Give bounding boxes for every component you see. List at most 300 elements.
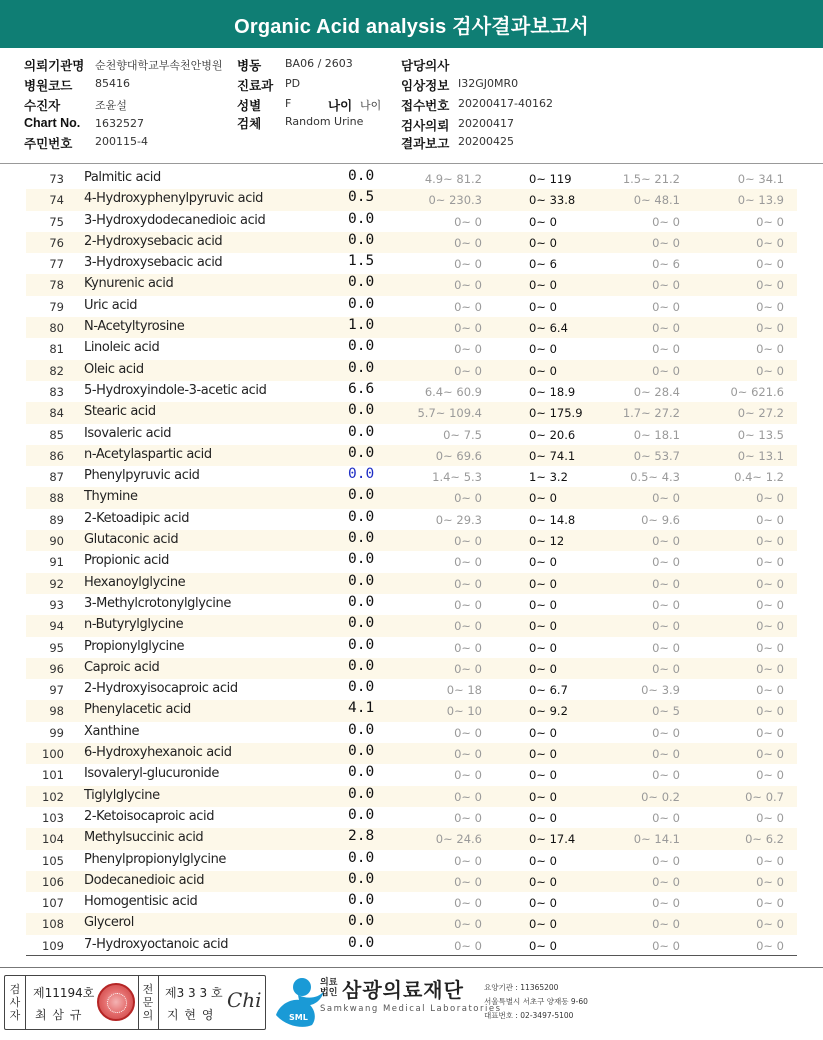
table-row bbox=[26, 935, 797, 956]
reference-range-4: 0~ 0 bbox=[756, 640, 784, 655]
reference-range-3: 0~ 0 bbox=[652, 342, 680, 357]
reference-range-2: 0~ 0 bbox=[529, 810, 557, 825]
result-value: 0.0 bbox=[348, 274, 375, 291]
reference-range-3: 0~ 48.1 bbox=[633, 193, 680, 208]
result-value: 0.0 bbox=[348, 444, 375, 461]
row-number: 90 bbox=[49, 534, 64, 549]
reference-range-4: 0~ 0 bbox=[756, 725, 784, 740]
analyte-name: 2-Hydroxysebacic acid bbox=[84, 233, 223, 249]
lab-english-name: Samkwang Medical Laboratories bbox=[320, 1004, 502, 1014]
examiner-vertical-label: 검사자 bbox=[9, 983, 21, 1022]
sex-value: F bbox=[285, 97, 292, 110]
result-value: 0.0 bbox=[348, 572, 375, 589]
reference-range-2: 0~ 0 bbox=[529, 661, 557, 676]
age-label: 나이 bbox=[328, 99, 353, 113]
result-value: 0.0 bbox=[348, 849, 375, 866]
table-row bbox=[26, 211, 797, 232]
examiner-name: 최 삼 규 bbox=[35, 1008, 83, 1022]
table-row bbox=[26, 253, 797, 274]
table-row bbox=[26, 743, 797, 764]
analyte-name: Linoleic acid bbox=[84, 340, 160, 356]
request-value: 20200417 bbox=[458, 117, 514, 130]
reference-range-2: 0~ 0 bbox=[529, 363, 557, 378]
reference-range-3: 0~ 5 bbox=[652, 704, 680, 719]
analyte-name: Thymine bbox=[84, 489, 138, 505]
result-value: 0.0 bbox=[348, 487, 375, 504]
result-value: 0.0 bbox=[348, 892, 375, 909]
reference-range-1: 0~ 0 bbox=[454, 853, 482, 868]
reference-range-2: 0~ 6 bbox=[529, 257, 557, 272]
patient-label: 수진자 bbox=[24, 99, 61, 113]
row-number: 89 bbox=[49, 512, 64, 527]
result-value: 6.6 bbox=[348, 380, 375, 397]
reference-range-2: 0~ 18.9 bbox=[529, 384, 576, 399]
reference-range-3: 0~ 0 bbox=[652, 747, 680, 762]
ward-value: BA06 / 2603 bbox=[285, 57, 353, 70]
result-value: 0.0 bbox=[348, 743, 375, 760]
reference-range-2: 0~ 6.4 bbox=[529, 321, 568, 336]
reference-range-1: 0~ 10 bbox=[446, 704, 482, 719]
table-row bbox=[26, 338, 797, 359]
reference-range-1: 0~ 0 bbox=[454, 597, 482, 612]
result-value: 0.5 bbox=[348, 189, 375, 206]
reference-range-3: 0~ 18.1 bbox=[633, 427, 680, 442]
row-number: 101 bbox=[42, 768, 64, 783]
request-label: 검사의뢰 bbox=[401, 119, 450, 133]
result-value: 0.0 bbox=[348, 806, 375, 823]
result-value: 0.0 bbox=[348, 913, 375, 930]
result-value: 4.1 bbox=[348, 700, 375, 717]
reference-range-1: 0~ 0 bbox=[454, 534, 482, 549]
analyte-name: 6-Hydroxyhexanoic acid bbox=[84, 745, 232, 761]
reference-range-2: 0~ 0 bbox=[529, 299, 557, 314]
reference-range-2: 0~ 0 bbox=[529, 789, 557, 804]
row-number: 77 bbox=[49, 257, 64, 272]
reference-range-2: 1~ 3.2 bbox=[529, 470, 568, 485]
reference-range-4: 0~ 0 bbox=[756, 299, 784, 314]
reference-range-3: 0~ 28.4 bbox=[633, 384, 680, 399]
reference-range-1: 5.7~ 109.4 bbox=[417, 406, 482, 421]
signature-box bbox=[4, 975, 266, 1030]
table-row bbox=[26, 317, 797, 338]
reference-range-4: 0~ 0 bbox=[756, 321, 784, 336]
analyte-name: Glycerol bbox=[84, 915, 134, 931]
result-value: 0.0 bbox=[348, 168, 375, 184]
reference-range-4: 0~ 0.7 bbox=[745, 789, 784, 804]
row-number: 86 bbox=[49, 448, 64, 463]
reference-range-2: 0~ 0 bbox=[529, 342, 557, 357]
result-value: 1.5 bbox=[348, 253, 375, 270]
reference-range-1: 0~ 0 bbox=[454, 725, 482, 740]
analyte-name: 3-Hydroxydodecanedioic acid bbox=[84, 212, 266, 228]
row-number: 95 bbox=[49, 640, 64, 655]
reference-range-3: 0~ 0 bbox=[652, 810, 680, 825]
table-row bbox=[26, 786, 797, 807]
result-value: 0.0 bbox=[348, 359, 375, 376]
table-row bbox=[26, 573, 797, 594]
reference-range-2: 0~ 0 bbox=[529, 619, 557, 634]
reference-range-1: 0~ 0 bbox=[454, 235, 482, 250]
reference-range-2: 0~ 0 bbox=[529, 896, 557, 911]
result-value: 0.0 bbox=[348, 295, 375, 312]
row-number: 75 bbox=[49, 214, 64, 229]
specialist-signature: Chi bbox=[227, 988, 262, 1012]
reference-range-3: 0~ 0 bbox=[652, 640, 680, 655]
lab-prefix: 의료법인 bbox=[320, 978, 338, 998]
row-number: 92 bbox=[49, 576, 64, 591]
patient-info-panel bbox=[0, 48, 823, 164]
row-number: 74 bbox=[49, 193, 64, 208]
table-row bbox=[26, 530, 797, 551]
reference-range-1: 0~ 18 bbox=[446, 683, 482, 698]
reference-range-1: 1.4~ 5.3 bbox=[432, 470, 482, 485]
table-row bbox=[26, 615, 797, 636]
table-row bbox=[26, 551, 797, 572]
reference-range-4: 0~ 621.6 bbox=[730, 384, 784, 399]
reference-range-3: 0~ 0 bbox=[652, 363, 680, 378]
analyte-name: 2-Hydroxyisocaproic acid bbox=[84, 681, 238, 697]
dept-label: 진료과 bbox=[237, 79, 274, 93]
table-row bbox=[26, 658, 797, 679]
result-value: 0.0 bbox=[348, 593, 375, 610]
reference-range-4: 0~ 0 bbox=[756, 257, 784, 272]
reference-range-1: 0~ 230.3 bbox=[428, 193, 482, 208]
reference-range-4: 0~ 0 bbox=[756, 491, 784, 506]
reference-range-1: 0~ 0 bbox=[454, 299, 482, 314]
reference-range-3: 0~ 3.9 bbox=[641, 683, 680, 698]
result-value: 1.0 bbox=[348, 317, 375, 334]
reference-range-4: 0~ 0 bbox=[756, 896, 784, 911]
row-number: 104 bbox=[42, 832, 64, 847]
reference-range-1: 0~ 0 bbox=[454, 342, 482, 357]
row-number: 80 bbox=[49, 321, 64, 336]
reference-range-3: 0~ 0 bbox=[652, 896, 680, 911]
table-row bbox=[26, 679, 797, 700]
row-number: 82 bbox=[49, 363, 64, 378]
analyte-name: Oleic acid bbox=[84, 361, 144, 377]
reference-range-4: 0~ 0 bbox=[756, 534, 784, 549]
reference-range-2: 0~ 0 bbox=[529, 214, 557, 229]
analyte-name: Methylsuccinic acid bbox=[84, 830, 204, 846]
divider bbox=[138, 976, 139, 1029]
result-value: 0.0 bbox=[348, 210, 375, 227]
row-number: 85 bbox=[49, 427, 64, 442]
reference-range-4: 0~ 0 bbox=[756, 278, 784, 293]
analyte-name: Tiglylglycine bbox=[84, 787, 160, 803]
result-value: 0.0 bbox=[348, 508, 375, 525]
reference-range-2: 0~ 74.1 bbox=[529, 448, 576, 463]
reference-range-1: 0~ 0 bbox=[454, 896, 482, 911]
result-value: 0.0 bbox=[348, 466, 375, 483]
reference-range-1: 0~ 0 bbox=[454, 661, 482, 676]
reference-range-2: 0~ 0 bbox=[529, 491, 557, 506]
table-row bbox=[26, 189, 797, 210]
reference-range-4: 0~ 13.5 bbox=[737, 427, 784, 442]
reference-range-2: 0~ 6.7 bbox=[529, 683, 568, 698]
reference-range-2: 0~ 0 bbox=[529, 555, 557, 570]
reference-range-4: 0~ 0 bbox=[756, 874, 784, 889]
id-number-label: 주민번호 bbox=[24, 137, 73, 151]
reference-range-4: 0~ 0 bbox=[756, 619, 784, 634]
specimen-value: Random Urine bbox=[285, 115, 364, 128]
divider bbox=[158, 976, 159, 1029]
row-number: 107 bbox=[42, 896, 64, 911]
reference-range-2: 0~ 119 bbox=[529, 172, 572, 186]
age-value: 나이 bbox=[360, 99, 382, 112]
divider bbox=[25, 976, 26, 1029]
reference-range-2: 0~ 33.8 bbox=[529, 193, 576, 208]
table-row bbox=[26, 296, 797, 317]
reference-range-4: 0~ 0 bbox=[756, 810, 784, 825]
header-divider bbox=[0, 163, 823, 164]
receipt-label: 접수번호 bbox=[401, 99, 450, 113]
table-row bbox=[26, 913, 797, 934]
table-end-divider bbox=[26, 955, 797, 956]
logo-text: SML bbox=[289, 1013, 308, 1022]
reference-range-2: 0~ 20.6 bbox=[529, 427, 576, 442]
reference-range-1: 0~ 0 bbox=[454, 321, 482, 336]
table-row bbox=[26, 594, 797, 615]
reference-range-1: 0~ 0 bbox=[454, 640, 482, 655]
result-value: 0.0 bbox=[348, 764, 375, 781]
reference-range-4: 0~ 0 bbox=[756, 512, 784, 527]
result-value: 0.0 bbox=[348, 338, 375, 355]
analyte-name: Propionylglycine bbox=[84, 638, 185, 654]
reference-range-3: 0~ 0 bbox=[652, 619, 680, 634]
table-row bbox=[26, 466, 797, 487]
receipt-value: 20200417-40162 bbox=[458, 97, 553, 110]
reference-range-3: 0~ 14.1 bbox=[633, 832, 680, 847]
row-number: 108 bbox=[42, 917, 64, 932]
reference-range-1: 0~ 0 bbox=[454, 810, 482, 825]
reference-range-4: 0~ 0 bbox=[756, 661, 784, 676]
row-number: 97 bbox=[49, 683, 64, 698]
reference-range-1: 0~ 29.3 bbox=[435, 512, 482, 527]
analyte-name: n-Butyrylglycine bbox=[84, 617, 184, 633]
table-row bbox=[26, 828, 797, 849]
reference-range-2: 0~ 12 bbox=[529, 534, 565, 549]
reference-range-3: 0~ 0 bbox=[652, 768, 680, 783]
reference-range-1: 0~ 0 bbox=[454, 576, 482, 591]
row-number: 100 bbox=[42, 747, 64, 762]
result-value: 0.0 bbox=[348, 530, 375, 547]
reference-range-4: 0~ 0 bbox=[756, 363, 784, 378]
reference-range-3: 0~ 0 bbox=[652, 555, 680, 570]
row-number: 109 bbox=[42, 938, 64, 953]
analyte-name: Uric acid bbox=[84, 297, 138, 313]
reference-range-4: 0~ 0 bbox=[756, 597, 784, 612]
reference-range-4: 0~ 27.2 bbox=[737, 406, 784, 421]
report-title: Organic Acid analysis 검사결과보고서 bbox=[0, 0, 823, 48]
lab-name: 삼광의료재단 bbox=[342, 978, 464, 1002]
reference-range-3: 0~ 0.2 bbox=[641, 789, 680, 804]
results-table bbox=[26, 168, 797, 956]
clinical-label: 임상정보 bbox=[401, 79, 450, 93]
row-number: 73 bbox=[49, 172, 64, 186]
result-value: 2.8 bbox=[348, 828, 375, 845]
analyte-name: N-Acetyltyrosine bbox=[84, 319, 185, 335]
row-number: 105 bbox=[42, 853, 64, 868]
row-number: 79 bbox=[49, 299, 64, 314]
ward-label: 병동 bbox=[237, 59, 262, 73]
reference-range-1: 0~ 0 bbox=[454, 214, 482, 229]
reference-range-2: 0~ 0 bbox=[529, 597, 557, 612]
row-number: 106 bbox=[42, 874, 64, 889]
row-number: 91 bbox=[49, 555, 64, 570]
specialist-license: 제3 3 3 호 bbox=[165, 986, 223, 1000]
table-row bbox=[26, 168, 797, 189]
reference-range-4: 0~ 0 bbox=[756, 917, 784, 932]
institution-label: 의뢰기관명 bbox=[24, 59, 85, 73]
reference-range-4: 0~ 0 bbox=[756, 555, 784, 570]
reference-range-3: 0~ 0 bbox=[652, 725, 680, 740]
row-number: 84 bbox=[49, 406, 64, 421]
clinical-value: I32GJ0MR0 bbox=[458, 77, 519, 90]
result-value: 0.0 bbox=[348, 785, 375, 802]
analyte-name: Xanthine bbox=[84, 723, 140, 739]
reference-range-4: 0~ 0 bbox=[756, 938, 784, 953]
table-row bbox=[26, 892, 797, 913]
analyte-name: Hexanoylglycine bbox=[84, 574, 186, 590]
reference-range-1: 0~ 0 bbox=[454, 789, 482, 804]
reference-range-3: 0~ 53.7 bbox=[633, 448, 680, 463]
reference-range-4: 0~ 0 bbox=[756, 235, 784, 250]
reference-range-1: 0~ 69.6 bbox=[435, 448, 482, 463]
reference-range-3: 0~ 6 bbox=[652, 257, 680, 272]
reference-range-4: 0~ 0 bbox=[756, 704, 784, 719]
reference-range-2: 0~ 0 bbox=[529, 917, 557, 932]
result-value: 0.0 bbox=[348, 934, 375, 951]
table-row bbox=[26, 637, 797, 658]
row-number: 99 bbox=[49, 725, 64, 740]
reference-range-2: 0~ 14.8 bbox=[529, 512, 576, 527]
table-row bbox=[26, 487, 797, 508]
reference-range-1: 0~ 0 bbox=[454, 768, 482, 783]
analyte-name: Homogentisic acid bbox=[84, 894, 198, 910]
reference-range-3: 1.7~ 27.2 bbox=[622, 406, 680, 421]
row-number: 98 bbox=[49, 704, 64, 719]
analyte-name: 3-Hydroxysebacic acid bbox=[84, 255, 223, 271]
table-row bbox=[26, 445, 797, 466]
row-number: 88 bbox=[49, 491, 64, 506]
reference-range-4: 0~ 13.1 bbox=[737, 448, 784, 463]
table-row bbox=[26, 360, 797, 381]
chart-no-value: 1632527 bbox=[95, 117, 144, 130]
reference-range-3: 0~ 0 bbox=[652, 576, 680, 591]
specialist-vertical-label: 전문의 bbox=[142, 983, 154, 1022]
table-row bbox=[26, 700, 797, 721]
table-row bbox=[26, 850, 797, 871]
table-row bbox=[26, 402, 797, 423]
reference-range-4: 0.4~ 1.2 bbox=[734, 470, 784, 485]
reference-range-4: 0~ 34.1 bbox=[737, 172, 784, 186]
footer-divider bbox=[0, 967, 823, 968]
reference-range-3: 0~ 0 bbox=[652, 299, 680, 314]
reference-range-4: 0~ 13.9 bbox=[737, 193, 784, 208]
institution-value: 순천향대학교부속천안병원 bbox=[95, 59, 223, 72]
analyte-name: Isovaleric acid bbox=[84, 425, 172, 441]
reference-range-4: 0~ 0 bbox=[756, 214, 784, 229]
reference-range-1: 0~ 0 bbox=[454, 555, 482, 570]
chart-no-label: Chart No. bbox=[24, 116, 81, 130]
reference-range-2: 0~ 17.4 bbox=[529, 832, 576, 847]
reference-range-3: 0~ 0 bbox=[652, 874, 680, 889]
patient-value: 조윤설 bbox=[95, 99, 127, 112]
result-value: 0.0 bbox=[348, 231, 375, 248]
report-date-label: 결과보고 bbox=[401, 137, 450, 151]
lab-address: 서울특별시 서초구 양재동 9-60 bbox=[484, 997, 588, 1006]
reference-range-1: 0~ 0 bbox=[454, 257, 482, 272]
analyte-name: 3-Methylcrotonylglycine bbox=[84, 595, 231, 611]
reference-range-2: 0~ 0 bbox=[529, 235, 557, 250]
reference-range-1: 0~ 7.5 bbox=[443, 427, 482, 442]
reference-range-1: 0~ 0 bbox=[454, 363, 482, 378]
reference-range-3: 0~ 0 bbox=[652, 597, 680, 612]
reference-range-2: 0~ 0 bbox=[529, 576, 557, 591]
sex-label: 성별 bbox=[237, 99, 262, 113]
row-number: 94 bbox=[49, 619, 64, 634]
analyte-name: Glutaconic acid bbox=[84, 532, 179, 548]
reference-range-1: 0~ 0 bbox=[454, 917, 482, 932]
reference-range-2: 0~ 0 bbox=[529, 725, 557, 740]
reference-range-1: 0~ 0 bbox=[454, 619, 482, 634]
reference-range-3: 0~ 9.6 bbox=[641, 512, 680, 527]
analyte-name: Palmitic acid bbox=[84, 170, 161, 185]
analyte-name: Phenylpropionylglycine bbox=[84, 851, 227, 867]
table-row bbox=[26, 274, 797, 295]
reference-range-3: 0~ 0 bbox=[652, 917, 680, 932]
row-number: 87 bbox=[49, 470, 64, 485]
reference-range-1: 0~ 0 bbox=[454, 874, 482, 889]
reference-range-3: 0.5~ 4.3 bbox=[630, 470, 680, 485]
lab-code: 요양기관 : 11365200 bbox=[484, 983, 559, 992]
reference-range-3: 0~ 0 bbox=[652, 938, 680, 953]
reference-range-3: 0~ 0 bbox=[652, 235, 680, 250]
reference-range-2: 0~ 0 bbox=[529, 747, 557, 762]
analyte-name: Kynurenic acid bbox=[84, 276, 174, 292]
reference-range-1: 0~ 0 bbox=[454, 747, 482, 762]
result-value: 0.0 bbox=[348, 423, 375, 440]
result-value: 0.0 bbox=[348, 402, 375, 419]
reference-range-1: 0~ 24.6 bbox=[435, 832, 482, 847]
reference-range-3: 0~ 0 bbox=[652, 853, 680, 868]
reference-range-3: 0~ 0 bbox=[652, 491, 680, 506]
hospital-code-value: 85416 bbox=[95, 77, 130, 90]
analyte-name: Stearic acid bbox=[84, 404, 156, 420]
table-row bbox=[26, 871, 797, 892]
result-value: 0.0 bbox=[348, 615, 375, 632]
reference-range-4: 0~ 6.2 bbox=[745, 832, 784, 847]
row-number: 76 bbox=[49, 235, 64, 250]
reference-range-4: 0~ 0 bbox=[756, 768, 784, 783]
reference-range-4: 0~ 0 bbox=[756, 747, 784, 762]
table-row bbox=[26, 764, 797, 785]
specimen-label: 검체 bbox=[237, 117, 262, 131]
reference-range-1: 6.4~ 60.9 bbox=[424, 384, 482, 399]
analyte-name: 4-Hydroxyphenylpyruvic acid bbox=[84, 191, 264, 207]
row-number: 103 bbox=[42, 810, 64, 825]
row-number: 93 bbox=[49, 597, 64, 612]
official-seal-icon bbox=[97, 983, 135, 1021]
analyte-name: Dodecanedioic acid bbox=[84, 872, 205, 888]
result-value: 0.0 bbox=[348, 870, 375, 887]
analyte-name: Phenylpyruvic acid bbox=[84, 468, 200, 484]
hospital-code-label: 병원코드 bbox=[24, 79, 73, 93]
result-value: 0.0 bbox=[348, 679, 375, 696]
id-number-value: 200115-4 bbox=[95, 135, 148, 148]
table-row bbox=[26, 232, 797, 253]
reference-range-1: 0~ 0 bbox=[454, 491, 482, 506]
